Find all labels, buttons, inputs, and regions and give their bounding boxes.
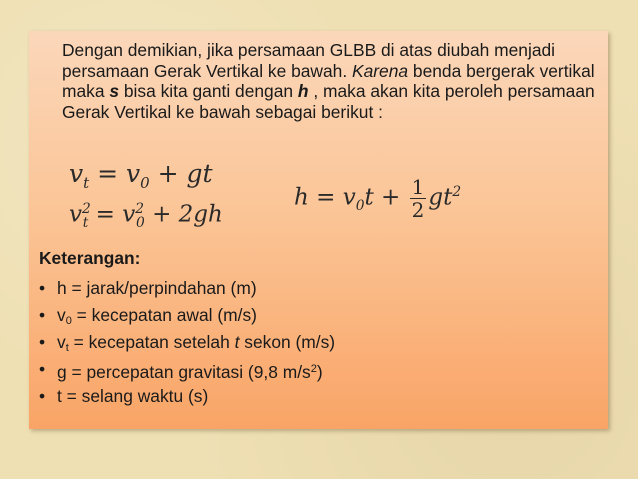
f1-gt: + gt (149, 159, 213, 188)
fraction-one-half (410, 176, 427, 221)
formula-velocity-squared (69, 201, 223, 231)
item-vt-symbol: v (57, 332, 66, 352)
intro-text-1: Dengan demikian, jika persamaan GLBB di atas diubah menjadi persamaan Gerak Vertikal ke bawah. (62, 40, 556, 81)
bullet-icon: • (39, 278, 46, 298)
f1-vt-sub: t (83, 174, 90, 192)
item-g-sup: 2 (310, 363, 317, 375)
list-item-t (39, 383, 335, 410)
bullet-icon: • (39, 386, 46, 406)
f3-h-v0: h = v (294, 184, 356, 211)
formula-height (294, 176, 461, 221)
slide-content-box (29, 31, 608, 429)
f2-v0: = v (88, 201, 136, 228)
item-vt-text-end: sekon (m/s) (239, 332, 336, 352)
keterangan-list (39, 275, 335, 410)
f2-v0-sup: 2 (135, 201, 144, 217)
f2-vt-sup: 2 (82, 201, 91, 217)
fraction-numerator: 1 (411, 175, 425, 199)
item-vt-italic-t: t (234, 332, 240, 352)
item-g-text: g = percepatan gravitasi (9,8 m/s (57, 362, 311, 382)
intro-text-3: benda bergerak vertikal maka (62, 60, 595, 101)
f1-v0: = v (89, 159, 141, 188)
item-t-text: t = selang waktu (s) (57, 386, 209, 406)
f2-v0-sub: 0 (136, 215, 145, 232)
f3-v0-sub: 0 (355, 198, 365, 215)
item-vt-sub: t (65, 342, 69, 354)
bullet-icon: • (39, 305, 46, 325)
bullet-icon: • (39, 332, 46, 352)
list-item-v0 (39, 302, 335, 329)
item-vt-text: = kecepatan setelah (68, 332, 235, 352)
item-v0-symbol: v (57, 305, 66, 325)
intro-text-5: bisa kita ganti dengan (119, 81, 298, 101)
list-item-h (39, 275, 335, 302)
bullet-icon: • (39, 359, 46, 379)
f2-vt-sub: t (82, 215, 89, 232)
f3-gt: gt (428, 184, 453, 211)
intro-text-h: h (297, 81, 309, 101)
fraction-denominator: 2 (411, 198, 425, 222)
f1-vt: v (69, 159, 84, 188)
list-item-g (39, 356, 335, 383)
formula-velocity (69, 159, 213, 192)
intro-text-7: , maka akan kita peroleh persamaan Gerak Vertikal ke bawah sebagai berikut : (62, 81, 595, 122)
item-v0-text: = kecepatan awal (m/s) (71, 305, 257, 325)
intro-text-2: Karena (352, 60, 409, 81)
f2-2gh: + 2gh (144, 201, 223, 228)
f3-gt-sup: 2 (452, 183, 462, 200)
item-g-text-end: ) (316, 362, 323, 382)
item-h-text: h = jarak/perpindahan (m) (57, 278, 257, 298)
intro-text-s: s (109, 81, 120, 101)
f3-t: t + (364, 184, 408, 211)
item-v0-sub: 0 (65, 315, 72, 327)
keterangan-heading: Keterangan: (39, 248, 141, 268)
intro-paragraph (62, 40, 602, 122)
list-item-vt (39, 329, 335, 356)
f1-v0-sub: 0 (140, 174, 150, 192)
f2-vt: v (69, 201, 82, 228)
